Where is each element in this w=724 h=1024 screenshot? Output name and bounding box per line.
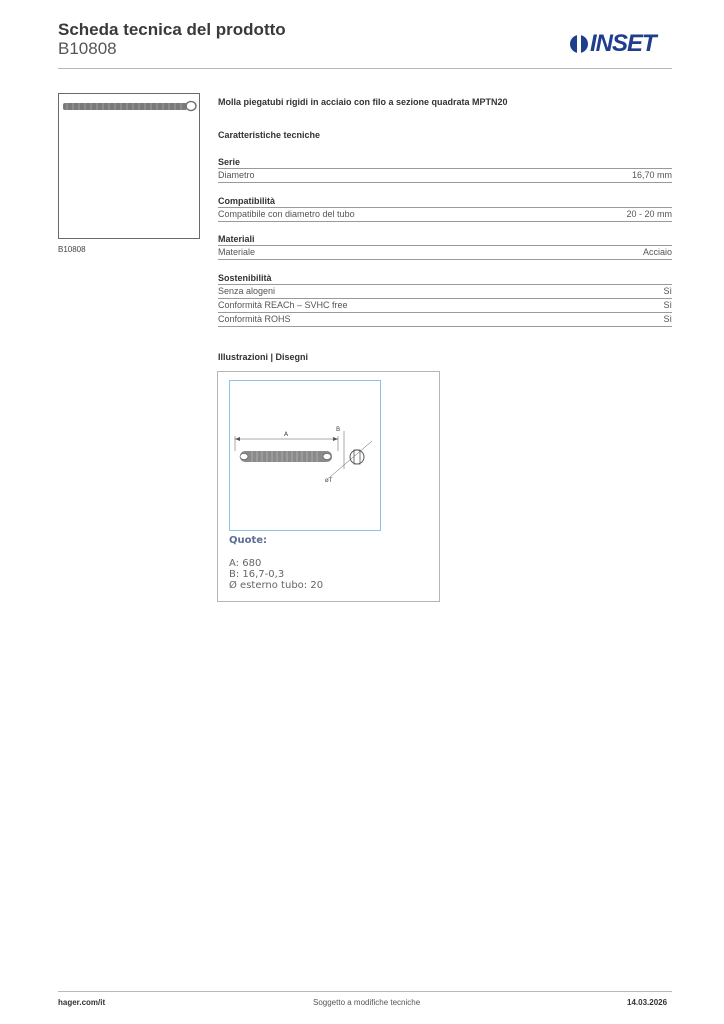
quote-line: A: 680 xyxy=(229,558,262,569)
dimension-a-label: A xyxy=(284,431,289,438)
spec-row xyxy=(218,285,672,299)
spec-row xyxy=(218,169,672,183)
quote-title: Quote: xyxy=(229,535,268,546)
product-image-caption: B10808 xyxy=(58,245,86,254)
page-title: Scheda tecnica del prodotto xyxy=(58,20,286,39)
spec-section-serie xyxy=(218,156,672,183)
drawing-frame xyxy=(229,380,381,531)
technical-drawing xyxy=(217,371,440,602)
spec-value: 16,70 mm xyxy=(631,170,672,180)
spec-row xyxy=(218,299,672,313)
specs-heading: Caratteristiche tecniche xyxy=(218,130,321,140)
spec-label: Materiale xyxy=(218,247,256,257)
logo-mark-icon xyxy=(568,30,590,58)
illustrations-heading: Illustrazioni | Disegni xyxy=(218,352,309,362)
product-image xyxy=(58,93,200,239)
dimension-d-label: øT xyxy=(325,477,333,484)
spring-image-icon xyxy=(59,94,201,240)
spec-label: Conformità ROHS xyxy=(218,314,291,324)
footer-website-link[interactable]: hager.com/it xyxy=(58,998,106,1007)
spec-section-title: Sostenibilità xyxy=(218,272,672,285)
spring-drawing-icon xyxy=(230,381,380,530)
spec-label: Senza alogeni xyxy=(218,286,276,296)
spec-section-sostenibilita xyxy=(218,272,672,327)
spec-label: Diametro xyxy=(218,170,255,180)
spec-section-compatibilita xyxy=(218,195,672,222)
header-divider xyxy=(58,68,672,69)
spec-section-title: Compatibilità xyxy=(218,195,672,208)
spec-label: Conformità REACh – SVHC free xyxy=(218,300,348,310)
quote-line: B: 16,7-0,3 xyxy=(229,569,285,580)
spec-section-materiali xyxy=(218,233,672,260)
spec-row xyxy=(218,313,672,327)
spec-value: Sì xyxy=(663,286,672,296)
quote-line: Ø esterno tubo: 20 xyxy=(229,580,324,591)
spec-value: 20 - 20 mm xyxy=(626,209,672,219)
spec-value: Sì xyxy=(663,300,672,310)
product-code: B10808 xyxy=(58,39,117,58)
brand-logo xyxy=(568,30,674,58)
product-description: Molla piegatubi rigidi in acciaio con filo a sezione quadrata MPTN20 xyxy=(218,97,508,107)
spec-label: Compatibile con diametro del tubo xyxy=(218,209,355,219)
spec-value: Sì xyxy=(663,314,672,324)
spec-row xyxy=(218,208,672,222)
logo-text: INSET xyxy=(590,30,656,57)
spec-row xyxy=(218,246,672,260)
footer-date: 14.03.2026 xyxy=(627,998,668,1007)
spec-section-title: Serie xyxy=(218,156,672,169)
spec-section-title: Materiali xyxy=(218,233,672,246)
footer-note: Soggetto a modifiche tecniche xyxy=(313,998,421,1007)
footer-divider xyxy=(58,991,672,992)
spec-value: Acciaio xyxy=(642,247,672,257)
dimension-b-label: B xyxy=(336,426,341,433)
